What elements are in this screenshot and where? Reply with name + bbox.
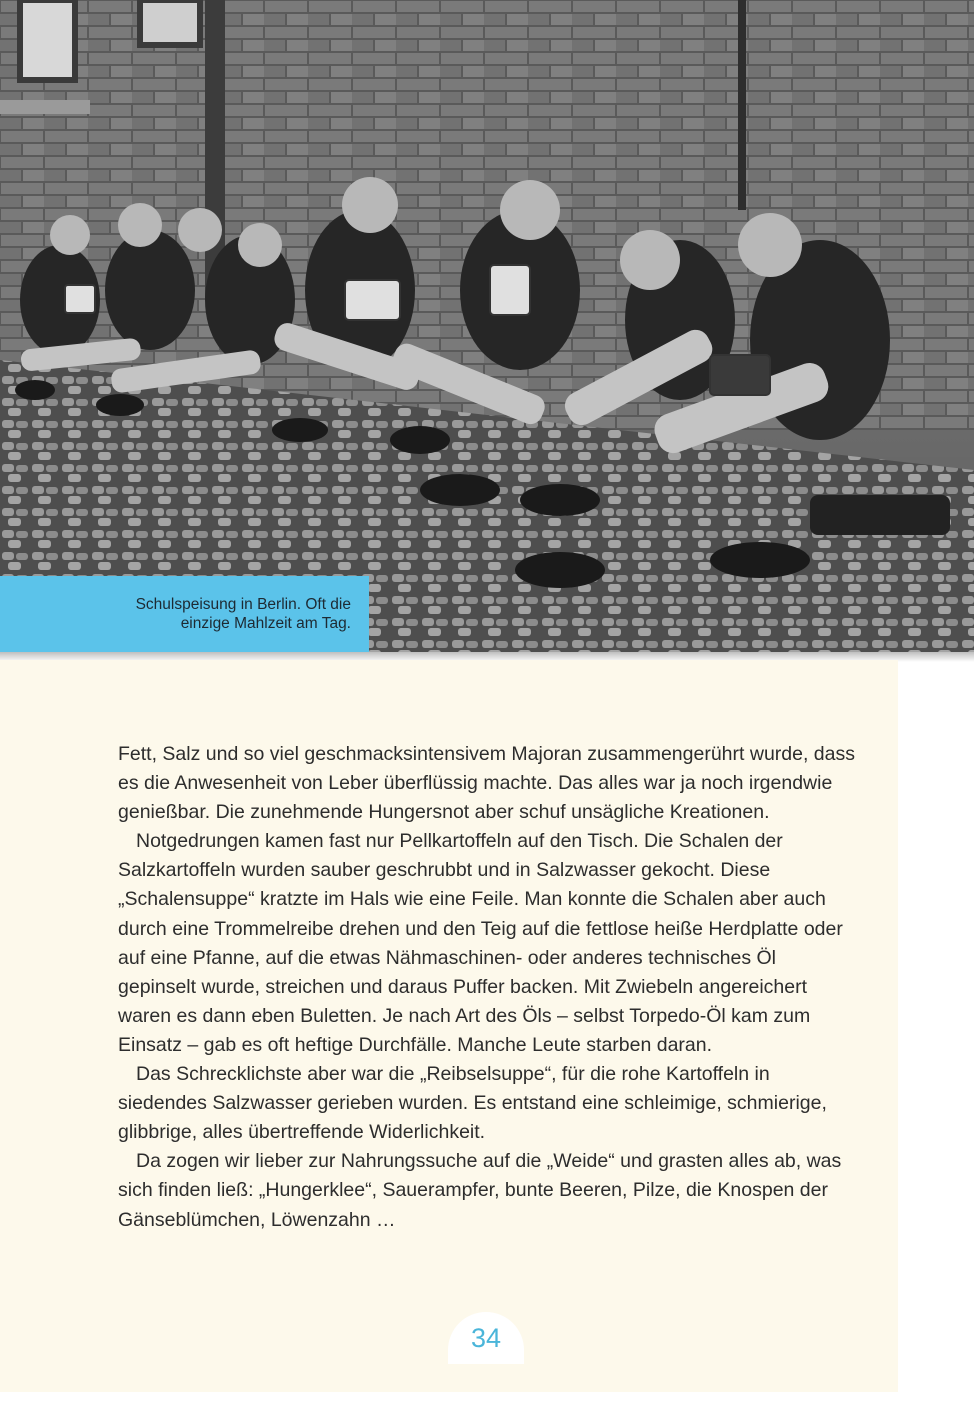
caption-line-2: einzige Mahlzeit am Tag. [180,615,351,632]
paragraph: Da zogen wir lieber zur Nahrungssuche auf die „Weide“ und grasten alles ab, was sich finden ließ: „Hungerklee“, Sauerampfer, bunte Beeren, Pilze, die Knospen der Gänseblümchen, Löwenzahn … [118,1150,842,1231]
photo-illustration [0,0,974,652]
historical-photo [0,0,974,652]
paragraph: Fett, Salz und so viel geschmacksintensivem Majoran zusammengerührt wurde, dass es die Anwesenheit von Leber überflüssig machte. Das alles war ja noch irgendwie genießbar. Die zunehmende Hungersnot aber schuf unsägliche Kreationen. [118,743,855,824]
body-text [118,740,858,1235]
photo-caption [0,576,369,652]
page-number: 34 [470,1323,502,1353]
paragraph: Das Schrecklichste aber war die „Reibselsuppe“, für die rohe Kartoffeln in siedendes Salzwasser gerieben wurden. Es entstand eine schleimige, schmierige, glibbrige, alles übertreffende Widerlichkeit. [118,1063,827,1144]
paragraph: Notgedrungen kamen fast nur Pellkartoffeln auf den Tisch. Die Schalen der Salzkartoffeln wurden sauber geschrubbt und in Salzwasser gekocht. Diese „Schalensuppe“ kratzte im Hals wie eine Feile. Man konnte die Schalen aber auch durch eine Trommelreibe drehen und den Teig auf die fettlose heiße Herdplatte oder auf eine Pfanne, auf die etwas Nähmaschinen- oder anderes technisches Öl gepinselt wurde, streichen und daraus Puffer backen. Mit Zwiebeln angereichert waren es dann eben Buletten. Je nach Art des Öls – selbst Torpedo-Öl kam zum Einsatz – gab es oft heftige Durchfälle. Manche Leute starben daran. [118,830,843,1056]
caption-line-1: Schulspeisung in Berlin. Oft die [135,596,351,613]
